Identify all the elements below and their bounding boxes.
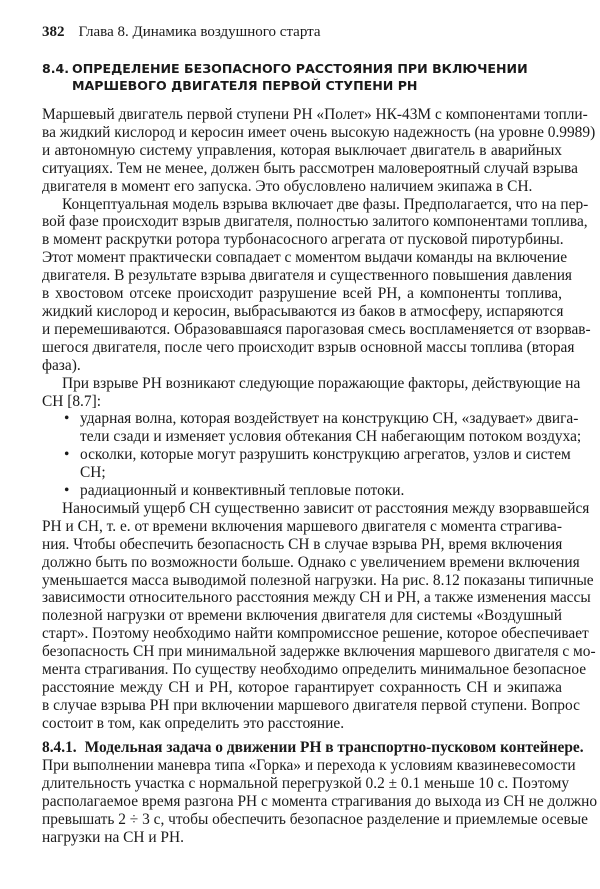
- text-line: Маршевый двигатель первой ступени РН «Полет» НК-43М с компонентами топли-: [42, 106, 588, 123]
- section-number: 8.4.: [42, 61, 70, 76]
- text-line: двигателя. В результате взрыва двигателя и существенного повышения давления: [42, 267, 573, 285]
- text-line: и перемешиваются. Образовавшаяся парогазовая смесь воспламеняется от взорвав-: [42, 320, 591, 338]
- subsection-title: Модельная задача о движении РН в транспортно-пусковом контейнере.: [84, 739, 584, 756]
- section-title-line: МАРШЕВОГО ДВИГАТЕЛЯ ПЕРВОЙ СТУПЕНИ РН: [72, 78, 418, 93]
- text-line: в момент раскрутки ротора турбонасосного агрегата от пусковой пиротурбины.: [42, 231, 564, 249]
- section-heading: [42, 60, 528, 94]
- paragraph-1: [42, 106, 596, 196]
- text-line: фаза).: [42, 356, 81, 374]
- text-line: полезной нагрузки от времени включения двигателя для системы «Воздушный: [42, 607, 562, 625]
- text-line: расстояние между СН и РН, которое гарантирует сохранность СН и экипажа: [42, 679, 562, 696]
- bullet-list: [42, 410, 582, 500]
- subsection-heading: [42, 739, 584, 757]
- text-line: в случае взрыва РН при включении маршевого двигателя первой ступени. Вопрос: [42, 696, 580, 714]
- text-line: старт». Поэтому необходимо найти компромиссное решение, которое обеспечивает: [42, 625, 589, 643]
- section-title-line: ОПРЕДЕЛЕНИЕ БЕЗОПАСНОГО РАССТОЯНИЯ ПРИ ВКЛЮЧЕНИИ: [72, 61, 528, 76]
- text-line: зависимости относительного расстояния между СН и РН, а также изменения массы: [42, 589, 591, 607]
- bullet-item: [42, 410, 582, 446]
- text-line: СН;: [80, 464, 106, 482]
- chapter-title: Глава 8. Динамика воздушного старта: [78, 24, 321, 40]
- text-line: ударная волна, которая воздействует на конструкцию СН, «задувает» двига-: [80, 410, 579, 428]
- text-line: осколки, которые могут разрушить конструкцию агрегатов, узлов и систем: [80, 446, 571, 464]
- main-text: [42, 106, 596, 733]
- text-line: безопасность СН при минимальной задержке включения маршевого двигателя с мо-: [42, 643, 596, 661]
- text-line: нагрузки на СН и РН.: [42, 828, 184, 846]
- text-line: ва жидкий кислород и керосин имеет очень высокую надежность (на уровне 0.9989): [42, 123, 596, 141]
- subsection: [42, 739, 598, 846]
- text-line: должно быть по возможности больше. Однако с увеличением времени включения: [42, 553, 580, 571]
- text-line: РН и СН, т. е. от времени включения маршевого двигателя с момента страгива-: [42, 517, 563, 535]
- text-line: радиационный и конвективный тепловые потоки.: [80, 482, 405, 500]
- text-line: ситуациях. Тем не менее, должен быть рассмотрен маловероятный случай взрыва: [42, 159, 578, 177]
- text-line: ния. Чтобы обеспечить безопасность СН в случае взрыва РН, время включения: [42, 535, 563, 553]
- text-line: Этот момент практически совпадает с моментом выдачи команды на включение: [42, 249, 568, 267]
- text-line: уменьшается масса выводимой полезной нагрузки. На рис. 8.12 показаны типичные: [42, 571, 594, 589]
- bullet-marker: •: [64, 446, 70, 464]
- paragraph-4: [42, 499, 596, 733]
- bullet-marker: •: [64, 410, 70, 428]
- text-line: Концептуальная модель взрыва включает две фазы. Предполагается, что на пер-: [62, 195, 589, 213]
- subsection-number: 8.4.1.: [42, 739, 77, 756]
- text-line: СН [8.7]:: [42, 392, 101, 410]
- bullet-item: [42, 482, 562, 500]
- bullet-item: [42, 446, 571, 482]
- text-line: шегося двигателя, после чего происходит взрыв основной массы топлива (вторая: [42, 338, 575, 356]
- text-line: мента страгивания. По существу необходимо определить минимальное безопасное: [42, 661, 587, 679]
- paragraph-2: [42, 195, 591, 375]
- bullet-marker: •: [64, 482, 70, 500]
- page-number: 382: [42, 24, 65, 40]
- text-line: в хвостовом отсеке происходит разрушение всей РН, а компоненты топлива,: [42, 285, 562, 303]
- text-line: При выполнении маневра типа «Горка» и перехода к условиям квазиневесомости: [42, 756, 576, 774]
- paragraph-3: [42, 374, 581, 411]
- text-line: превышать 2 ÷ 3 с, чтобы обеспечить безопасное разделение и приемлемые осевые: [42, 810, 588, 828]
- text-line: жидкий кислород и керосин, выбрасываются из баков в атмосферу, испаряются: [42, 302, 564, 320]
- text-line: и автономную систему управления, которая выключает двигатель в аварийных: [42, 141, 562, 159]
- text-line: При взрыве РН возникают следующие поражающие факторы, действующие на: [62, 374, 581, 392]
- text-line: состоит в том, как определить это расстояние.: [42, 714, 345, 732]
- text-line: располагаемое время разгона РН с момента страгивания до выхода из СН не должно: [42, 792, 598, 810]
- text-line: вой фазе происходит взрыв двигателя, полностью залитого компонентами топлива,: [42, 213, 588, 231]
- text-line: тели сзади и изменяет условия обтекания СН набегающим потоком воздуха;: [80, 428, 582, 446]
- text-line: длительность участка с нормальной перегрузкой 0.2 ± 0.1 меньше 10 с. Поэтому: [42, 774, 570, 792]
- running-head: [42, 24, 321, 41]
- text-line: двигателя в момент его запуска. Это обусловлено наличием экипажа в СН.: [42, 177, 533, 195]
- text-line: Наносимый ущерб СН существенно зависит от расстояния между взорвавшейся: [62, 499, 590, 517]
